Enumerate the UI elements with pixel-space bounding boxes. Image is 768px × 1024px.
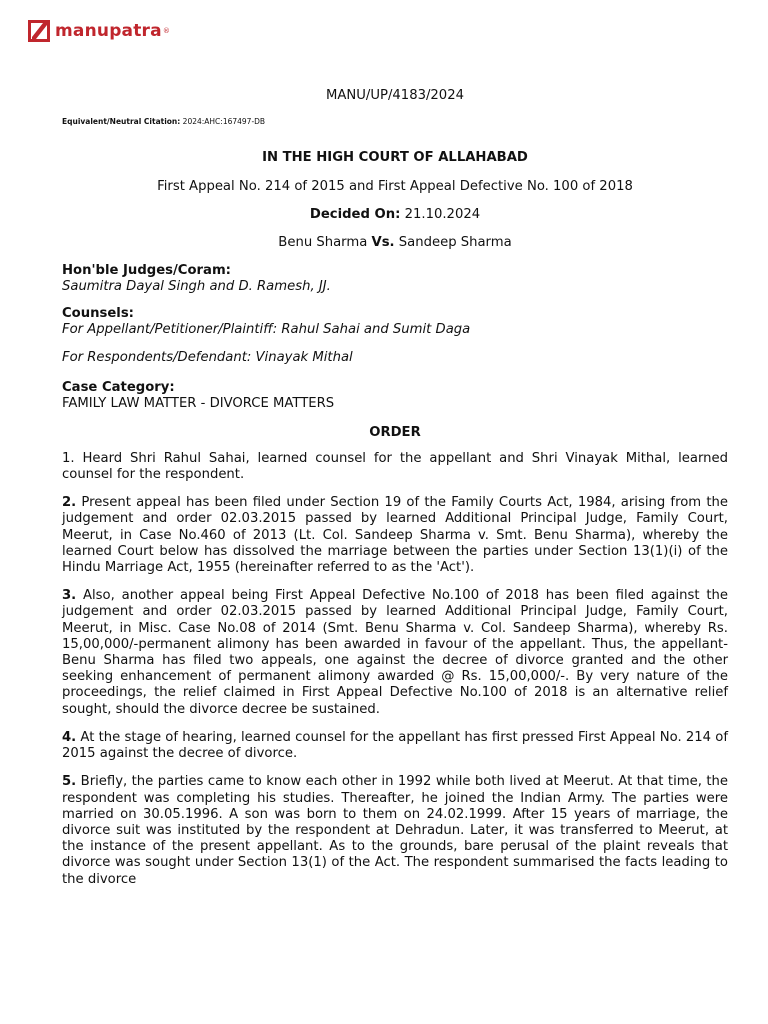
case-category-heading: Case Category: (62, 380, 175, 396)
counsels-heading: Counsels: (62, 305, 134, 321)
judges-section (62, 263, 728, 295)
appellant-counsel: For Appellant/Petitioner/Plaintiff: Rahul Sahai and Sumit Daga (62, 321, 471, 337)
paragraph-1 (62, 451, 728, 483)
decided-label: Decided On: (309, 206, 401, 222)
paragraph-3 (62, 588, 728, 718)
paragraph-text: Briefly, the parties came to know each other in 1992 while both lived at Meerut. At that time, the respondent was completing his studies. Thereafter, he joined the Indian Army. The parties were married on 30.05.1996. A son was born to them on 24.02.1999. After 15 years of marriage, the divorce suit was instituted by the respondent at Dehradun. Later, it was transferred to Meerut, at the instance of the present appellant. As to the grounds, bare perusal of the plaint reveals that divorce was sought under Section 13(1) of the Act. The respondent summarised the facts leading to the divorce (62, 774, 728, 887)
versus-label: Vs. (371, 235, 395, 251)
case-category-value: FAMILY LAW MATTER - DIVORCE MATTERS (62, 396, 335, 412)
appellant-name: Benu Sharma (278, 235, 368, 251)
judges-heading: Hon'ble Judges/Coram: (62, 263, 231, 279)
paragraph-text: At the stage of hearing, learned counsel for the appellant has first pressed First Appeal No. 214 of 2015 against the decree of divorce. (62, 729, 728, 762)
counsels-section (62, 306, 728, 367)
paragraph-number: 4. (62, 729, 77, 745)
paragraph-2 (62, 495, 728, 576)
document-body (62, 88, 728, 900)
paragraph-number: 1. (62, 450, 75, 466)
paragraph-text: Present appeal has been filed under Section 19 of the Family Courts Act, 1984, arising from the judgement and order 02.03.2015 passed by learned Additional Principal Judge, Family Court, Meerut, in Case No.460 of 2013 (Lt. Col. Sandeep Sharma v. Smt. Benu Sharma), whereby the learned Court below has dissolved the marriage between the parties under Section 13(1)(i) of the Hindu Marriage Act, 1955 (hereinafter referred to as the 'Act'). (62, 495, 728, 576)
respondent-counsel: For Respondents/Defendant: Vinayak Mithal (62, 350, 353, 366)
order-heading: ORDER (369, 424, 421, 440)
decided-on (62, 207, 728, 223)
manupatra-logo-icon (28, 20, 50, 42)
paragraph-text: Heard Shri Rahul Sahai, learned counsel for the appellant and Shri Vinayak Mithal, learned counsel for the respondent. (62, 450, 728, 483)
court-name: IN THE HIGH COURT OF ALLAHABAD (262, 150, 528, 166)
paragraph-number: 3. (62, 588, 77, 604)
manupatra-logo (28, 20, 170, 42)
neutral-citation-value: 2024:AHC:167497-DB (182, 117, 266, 127)
party-names (62, 235, 728, 251)
paragraph-text: Also, another appeal being First Appeal Defective No.100 of 2018 has been filed against the judgement and order 02.03.2015 passed by learned Additional Principal Judge, Family Court, Meerut, in Misc. Case No.08 of 2014 (Smt. Benu Sharma v. Col. Sandeep Sharma), whereby Rs. 15,00,000/-permanent alimony has been awarded in favour of the appellant. Thus, the appellant-Benu Sharma has filed two appeals, one against the decree of divorce granted and the other seeking enhancement of permanent alimony awarded @ Rs. 15,00,000/-. By very nature of the proceedings, the relief claimed in First Appeal Defective No.100 of 2018 is an alternative relief sought, should the divorce decree be sustained. (62, 588, 728, 717)
neutral-citation-label: Equivalent/Neutral Citation: (62, 117, 181, 127)
paragraph-5 (62, 774, 728, 887)
registered-mark: ® (162, 27, 170, 35)
appeal-title: First Appeal No. 214 of 2015 and First Appeal Defective No. 100 of 2018 (157, 178, 633, 194)
paragraph-4 (62, 730, 728, 762)
decided-date: 21.10.2024 (404, 206, 481, 222)
paragraph-number: 5. (62, 774, 77, 790)
brand-name: manupatra (55, 21, 162, 41)
judges-names: Saumitra Dayal Singh and D. Ramesh, JJ. (62, 279, 331, 295)
paragraph-number: 2. (62, 495, 77, 511)
neutral-citation (62, 114, 728, 130)
respondent-name: Sandeep Sharma (398, 235, 512, 251)
case-category-section (62, 380, 728, 412)
manu-citation: MANU/UP/4183/2024 (326, 88, 464, 103)
